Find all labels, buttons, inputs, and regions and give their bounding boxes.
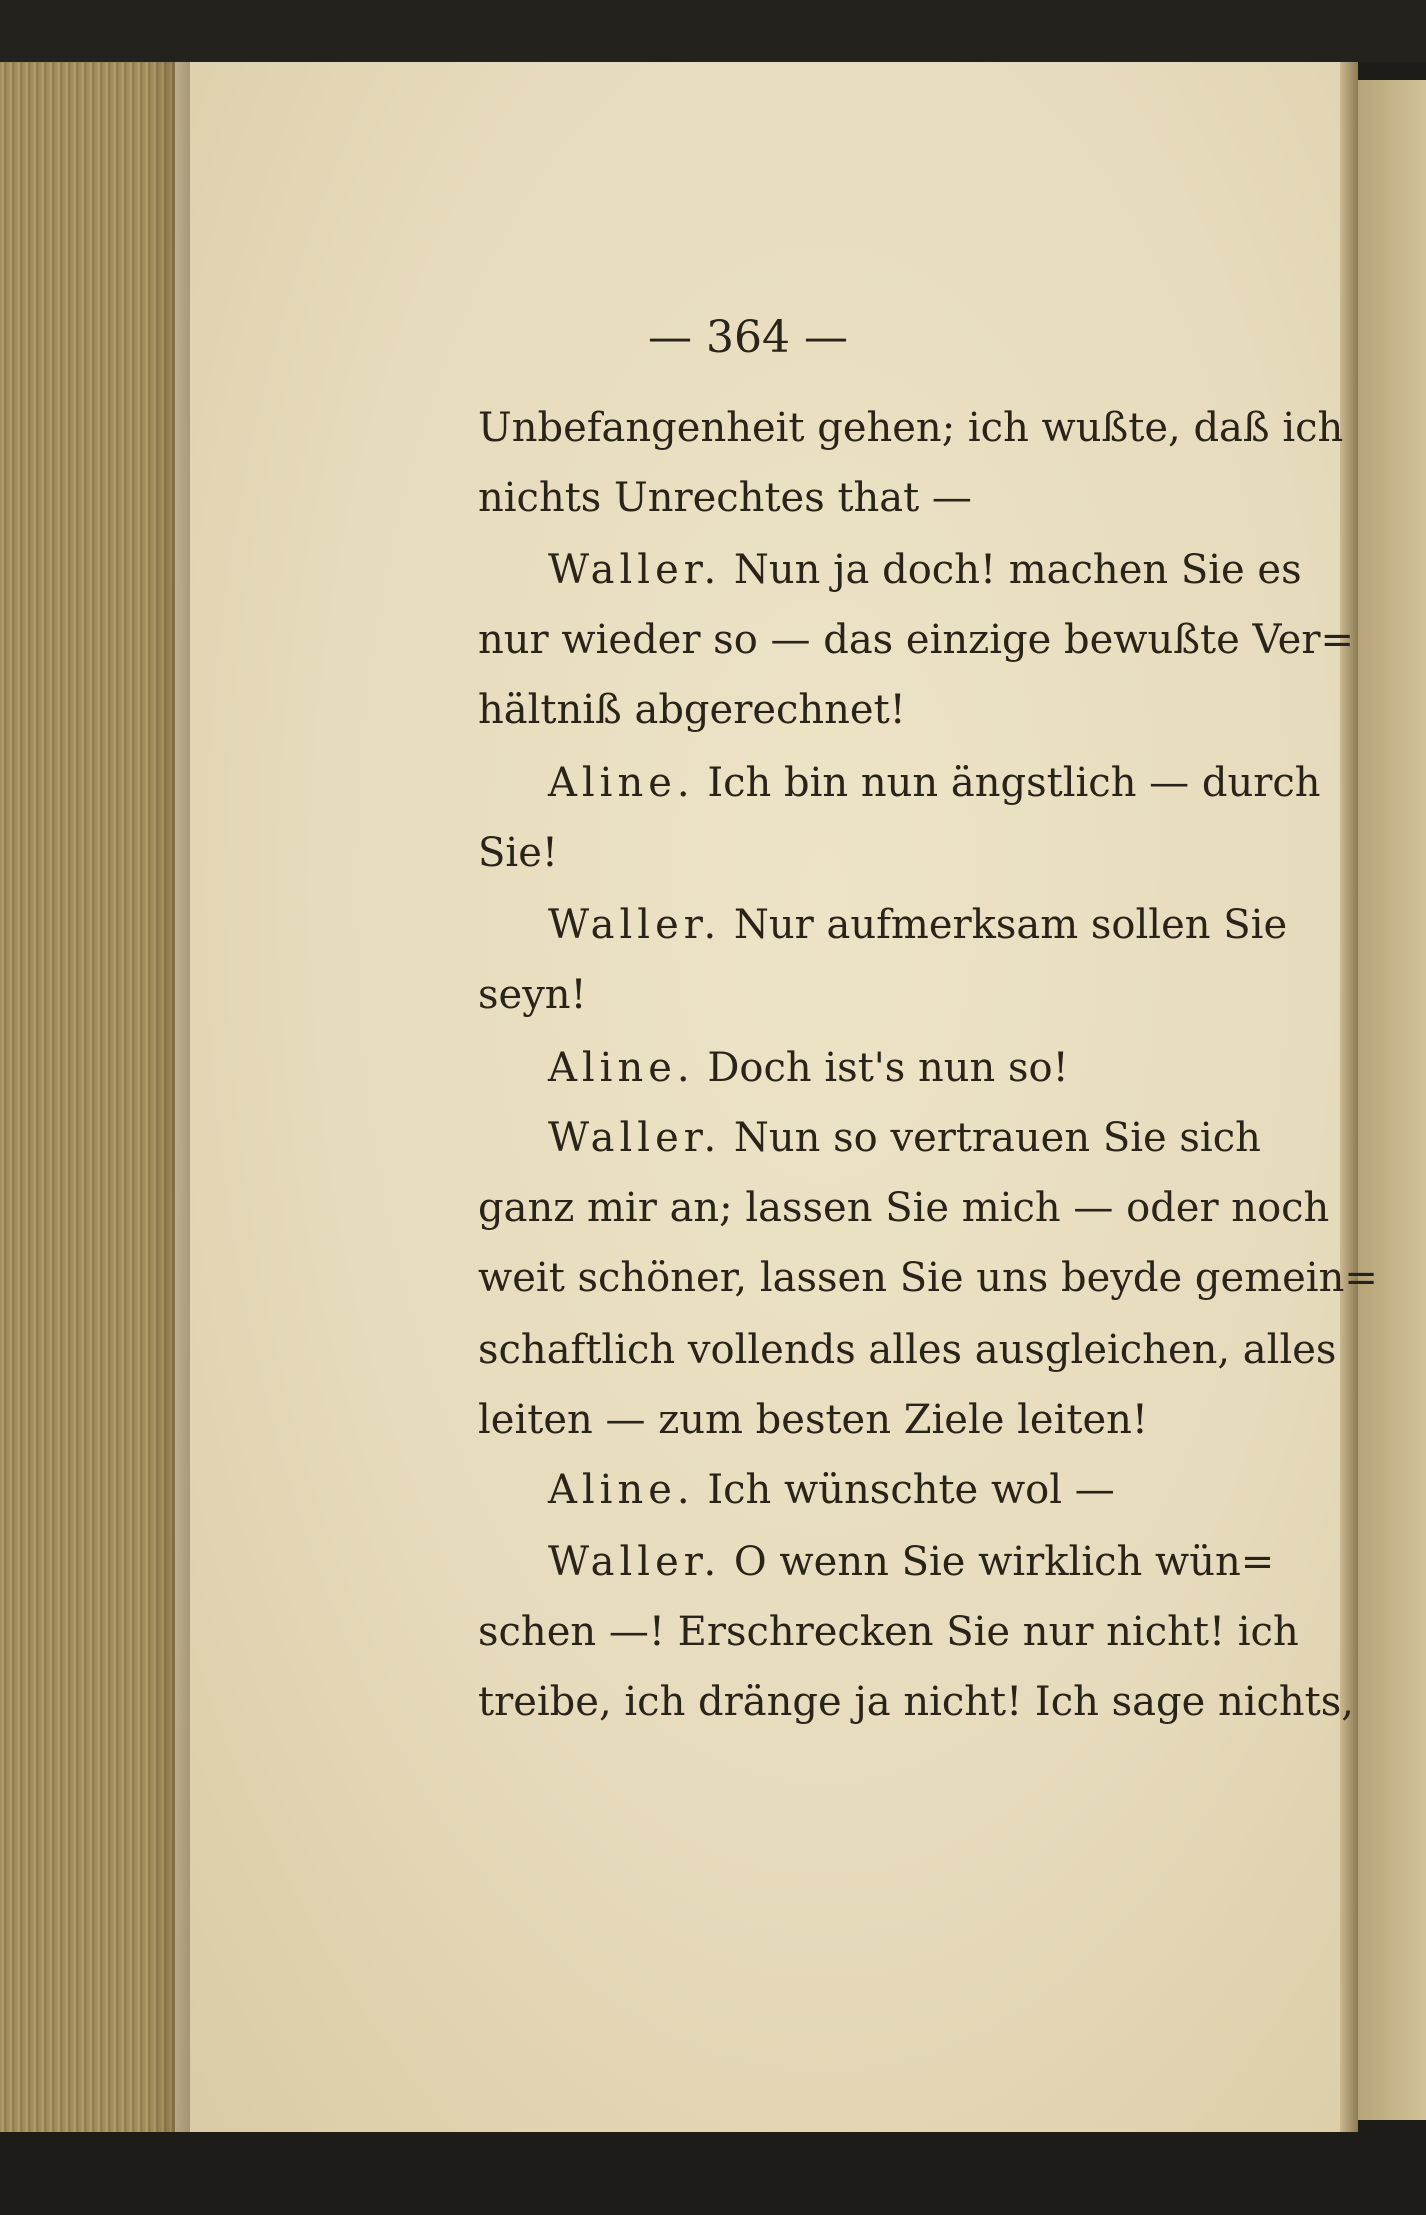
facing-page-edge [1358, 80, 1426, 2120]
book-gutter [1340, 62, 1358, 2132]
speaker-name: Aline. [548, 1045, 695, 1091]
speaker-line: Waller. Nun so vertrauen Sie sich [548, 1115, 1261, 1161]
text-line: Unbefangenheit gehen; ich wußte, daß ich [478, 405, 1344, 451]
text-line: treibe, ich dränge ja nicht! Ich sage nichts, [478, 1679, 1354, 1725]
speaker-name: Waller. [548, 1115, 722, 1161]
speaker-line: Waller. Nur aufmerksam sollen Sie [548, 902, 1288, 948]
text-line: weit schöner, lassen Sie uns beyde gemein= [478, 1255, 1378, 1301]
text-line: ganz mir an; lassen Sie mich — oder noch [478, 1185, 1330, 1231]
scan-background-bottom [0, 2132, 1426, 2215]
text-line: nichts Unrechtes that — [478, 475, 972, 521]
page-number: — 364 — [648, 312, 848, 363]
text-line: seyn! [478, 972, 587, 1018]
speaker-name: Waller. [548, 1539, 722, 1585]
text-line: leiten — zum besten Ziele leiten! [478, 1397, 1148, 1443]
speaker-name: Aline. [548, 1467, 695, 1513]
speaker-name: Aline. [548, 760, 695, 806]
speaker-line: Aline. Doch ist's nun so! [548, 1045, 1069, 1091]
page-edge-shadow [150, 62, 190, 2132]
speaker-line: Aline. Ich wünschte wol — [548, 1467, 1115, 1513]
speaker-line: Aline. Ich bin nun ängstlich — durch [548, 760, 1321, 806]
text-line: Sie! [478, 830, 558, 876]
text-line: schen —! Erschrecken Sie nur nicht! ich [478, 1609, 1299, 1655]
text-line: nur wieder so — das einzige bewußte Ver= [478, 617, 1354, 663]
text-line: schaftlich vollends alles ausgleichen, alles [478, 1327, 1337, 1373]
speaker-name: Waller. [548, 902, 722, 948]
speaker-line: Waller. O wenn Sie wirklich wün= [548, 1539, 1275, 1585]
scan-background-top [0, 0, 1426, 62]
speaker-line: Waller. Nun ja doch! machen Sie es [548, 547, 1302, 593]
text-line: hältniß abgerechnet! [478, 687, 906, 733]
speaker-name: Waller. [548, 547, 722, 593]
